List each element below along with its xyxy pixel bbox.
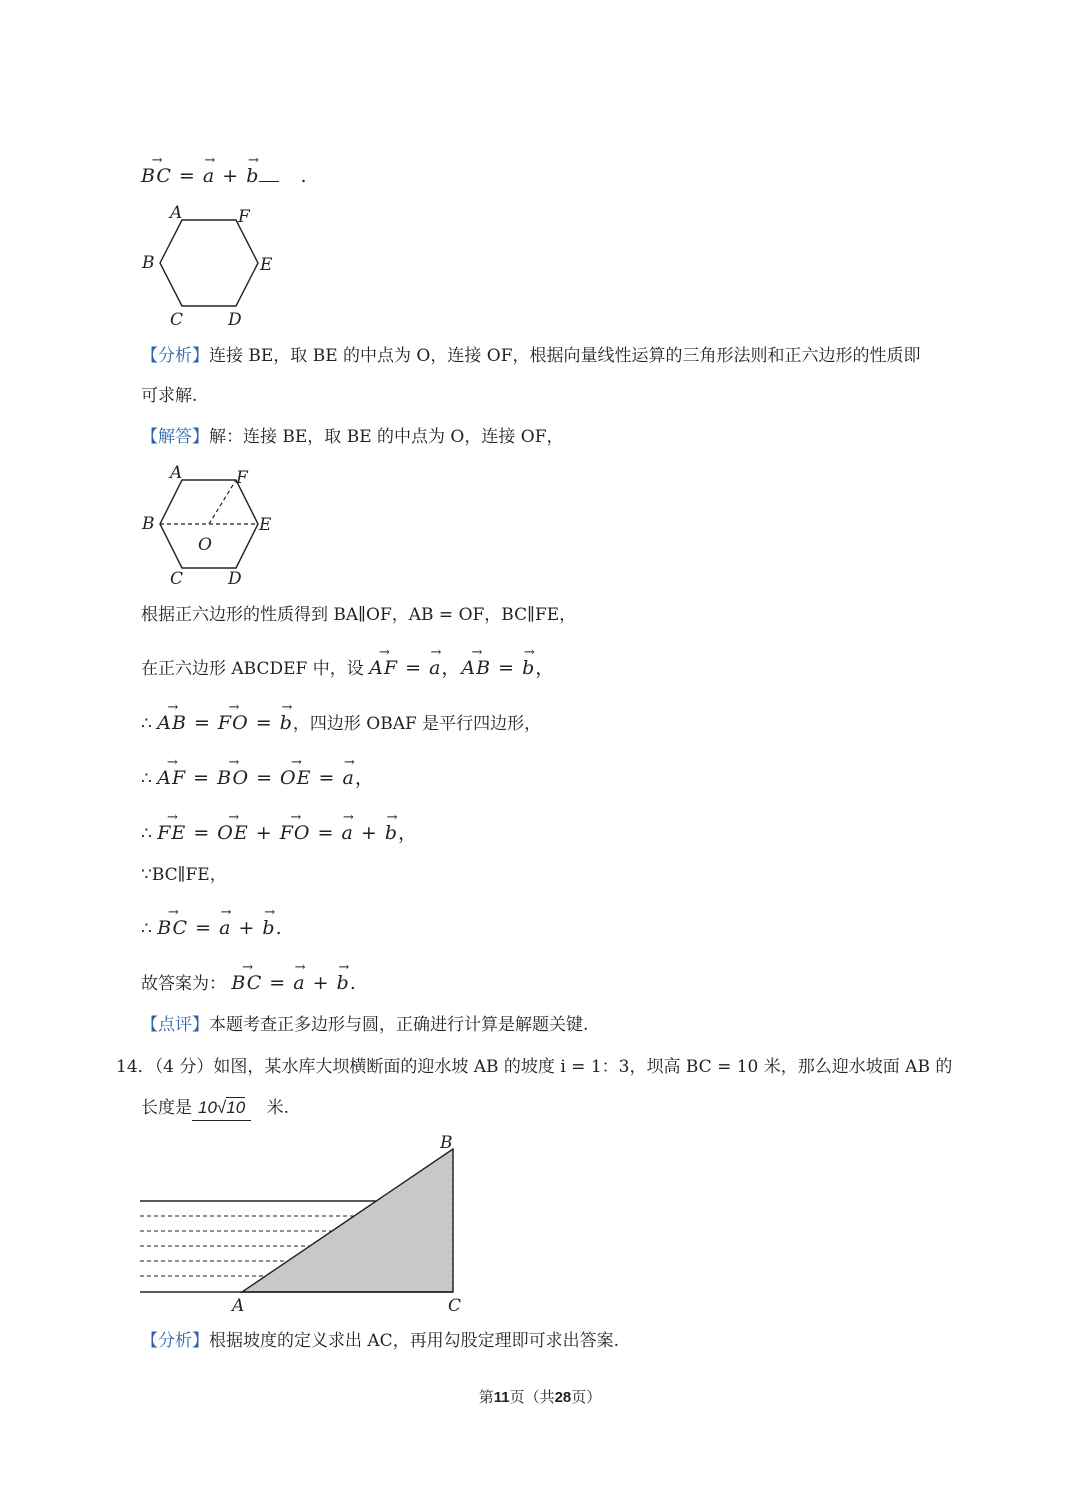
q14-stem-pre: 长度是 [141, 1098, 192, 1118]
plus: + [222, 165, 240, 187]
q14-analysis-tag: 【分析】 [141, 1331, 209, 1351]
hex2-label-B: B [142, 514, 155, 534]
hex2-label-D: D [228, 569, 242, 589]
dashed-OF [209, 480, 236, 524]
q14-stem-line1 [116, 1055, 952, 1079]
step-1 [141, 603, 576, 627]
hex-label-D: D [228, 310, 242, 330]
q14-stem-line2 [141, 1096, 289, 1121]
step-4: ∴ → AF = → BO = → OE = → a， [141, 766, 375, 791]
q13-solution-line [141, 425, 564, 449]
dam-triangle [242, 1149, 453, 1292]
q14-number: 14． [116, 1057, 155, 1077]
hex2-label-A: A [170, 463, 183, 483]
q13-analysis-line1 [141, 344, 921, 368]
dam-cross-section-figure [140, 1130, 480, 1320]
hexagon-with-center-figure [140, 460, 280, 590]
step-3: ∴ → AB = → FO = → b，四边形 OBAF 是平行四边形， [141, 711, 541, 736]
q14-analysis-text: 根据坡度的定义求出 AC，再用勾股定理即可求出答案. [209, 1331, 620, 1351]
answer-blank [259, 181, 279, 182]
page-footer [0, 1386, 1080, 1407]
comment-tag: 【点评】 [141, 1015, 209, 1035]
step-1-text: 根据正六边形的性质得到 BA∥OF，AB = OF，BC∥FE， [141, 605, 577, 625]
hex-label-E: E [260, 255, 273, 275]
step-6-text: ∵BC∥FE， [141, 865, 227, 885]
vector-b: → b [246, 164, 259, 188]
step-3-text: ，四边形 OBAF 是平行四边形， [292, 714, 542, 734]
hex2-label-F: F [236, 468, 248, 488]
step-6 [141, 863, 227, 887]
q14-stem-post: 米. [266, 1098, 289, 1118]
hex-label-B: B [142, 253, 155, 273]
footer-mid: 页（共 [509, 1388, 555, 1406]
hexagon-outline [160, 220, 258, 306]
q14-stem-text: （4 分）如图，某水库大坝横断面的迎水坡 AB 的坡度 i = 1：3，坝高 BC = 10 米，那么迎水坡面 AB 的 [154, 1057, 953, 1077]
step-2: 在正六边形 ABCDEF 中，设 → AF = → a，→ AB = → b， [141, 656, 555, 681]
step-5: ∴ → FE = → OE + → FO = → a + → b， [141, 821, 418, 846]
hex-label-C: C [170, 310, 184, 330]
analysis-text: 连接 BE，取 BE 的中点为 O，连接 OF，根据向量线性运算的三角形法则和正六边形的性质即 [209, 346, 921, 366]
analysis-text-cont: 可求解. [141, 386, 198, 406]
solution-tag: 【解答】 [141, 427, 209, 447]
hex2-label-E: E [259, 515, 272, 535]
q14-answer-radicand: 10 [226, 1098, 246, 1117]
hex2-label-O: O [198, 535, 212, 555]
page-number: 11 [493, 1389, 510, 1406]
hexagon-figure [140, 200, 280, 330]
comment-text: 本题考查正多边形与圆，正确进行计算是解题关键. [209, 1015, 589, 1035]
analysis-tag: 【分析】 [141, 346, 209, 366]
total-pages: 28 [554, 1389, 572, 1406]
final-answer-label: 故答案为： [141, 974, 226, 994]
q13-comment [141, 1013, 588, 1037]
step-7: ∴ → BC = → a + → b. [141, 916, 283, 941]
vector-a: → a [203, 164, 215, 188]
hex2-label-C: C [170, 569, 184, 589]
q13-answer-line [141, 164, 307, 188]
step-2-text: 在正六边形 ABCDEF 中，设 [141, 659, 364, 679]
final-answer: 故答案为： → BC = → a + → b. [141, 971, 357, 996]
hex-label-A: A [170, 203, 183, 223]
footer-post: 页） [571, 1388, 602, 1406]
vector-BC: → BC [141, 164, 172, 188]
q14-analysis [141, 1329, 619, 1353]
hex-label-F: F [238, 207, 250, 227]
equals: = [178, 165, 196, 187]
solution-text: 解：连接 BE，取 BE 的中点为 O，连接 OF， [209, 427, 564, 447]
q13-analysis-line2 [141, 384, 197, 408]
footer-pre: 第 [478, 1388, 494, 1406]
dam-label-B: B [440, 1133, 453, 1153]
period: . [300, 165, 308, 187]
q14-answer-blank: 10√10 [192, 1096, 251, 1121]
dam-label-A: A [232, 1296, 245, 1316]
q14-answer-coefficient: 10 [198, 1098, 217, 1117]
dam-label-C: C [448, 1296, 462, 1316]
